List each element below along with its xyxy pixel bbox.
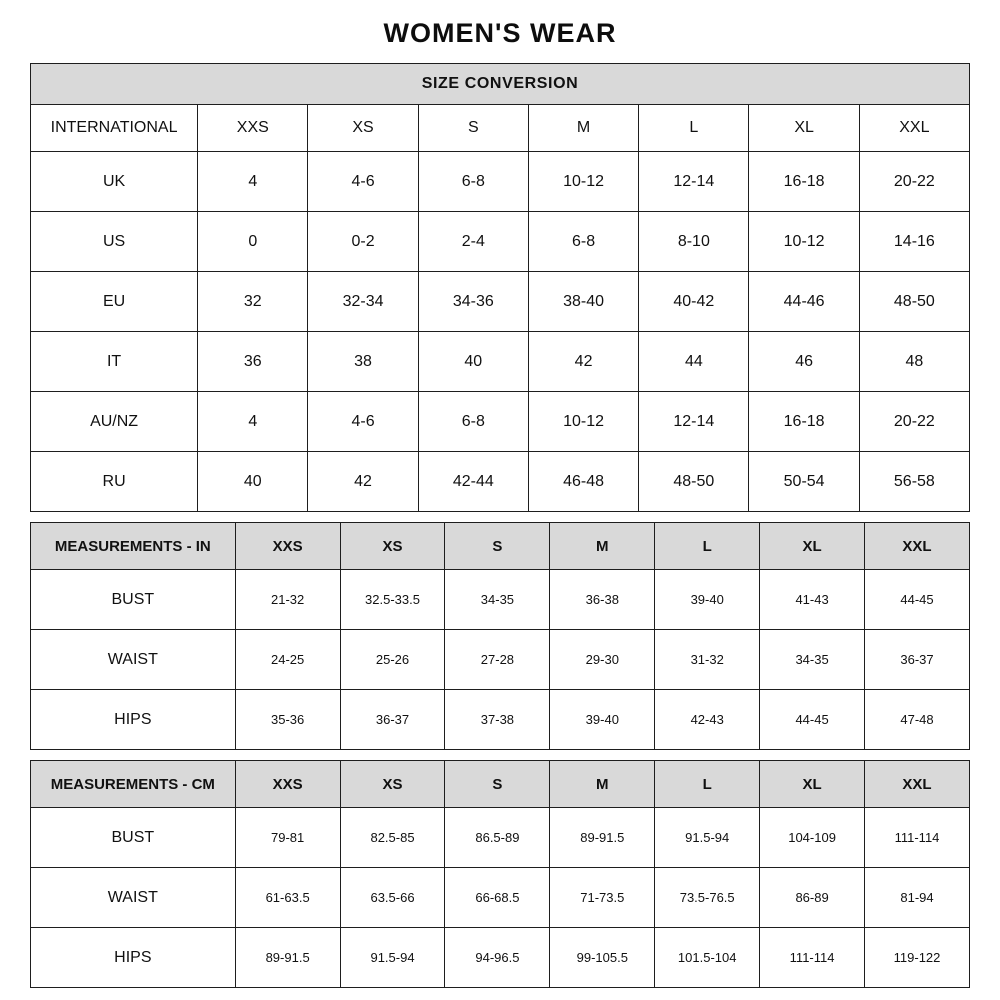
cell: 0-2 (308, 212, 418, 272)
row-label: HIPS (31, 690, 236, 750)
column-header: L (655, 761, 760, 808)
column-header: XL (749, 105, 859, 152)
row-label: AU/NZ (31, 392, 198, 452)
cell: 4-6 (308, 392, 418, 452)
cell: 20-22 (859, 152, 969, 212)
cell: 34-35 (760, 630, 865, 690)
cell: 2-4 (418, 212, 528, 272)
row-label: US (31, 212, 198, 272)
page-title: WOMEN'S WEAR (383, 18, 617, 48)
cell: 36-38 (550, 570, 655, 630)
cell: 111-114 (760, 928, 865, 988)
column-header: XXL (865, 523, 970, 570)
cell: 63.5-66 (340, 868, 445, 928)
cell: 101.5-104 (655, 928, 760, 988)
cell: 25-26 (340, 630, 445, 690)
column-header: L (655, 523, 760, 570)
cell: 40-42 (639, 272, 749, 332)
cell: 10-12 (749, 212, 859, 272)
cell: 48-50 (639, 452, 749, 512)
cell: 10-12 (528, 152, 638, 212)
column-header: M (550, 523, 655, 570)
cell: 81-94 (865, 868, 970, 928)
cell: 71-73.5 (550, 868, 655, 928)
cell: 16-18 (749, 392, 859, 452)
cell: 44 (639, 332, 749, 392)
cell: 42-44 (418, 452, 528, 512)
measurements-in-table (30, 522, 970, 750)
cell: 34-36 (418, 272, 528, 332)
cell: 27-28 (445, 630, 550, 690)
column-header: S (445, 761, 550, 808)
column-header: XXS (235, 523, 340, 570)
cell: 111-114 (865, 808, 970, 868)
cell: 61-63.5 (235, 868, 340, 928)
cell: 86.5-89 (445, 808, 550, 868)
cell: 99-105.5 (550, 928, 655, 988)
row-label: WAIST (31, 630, 236, 690)
column-header: XS (308, 105, 418, 152)
column-header: XS (340, 523, 445, 570)
cell: 42 (528, 332, 638, 392)
cell: 46-48 (528, 452, 638, 512)
cell: 38-40 (528, 272, 638, 332)
row-label: BUST (31, 570, 236, 630)
cell: 56-58 (859, 452, 969, 512)
row-label: WAIST (31, 868, 236, 928)
cell: 86-89 (760, 868, 865, 928)
row-label: UK (31, 152, 198, 212)
cell: 36-37 (340, 690, 445, 750)
corner-header: INTERNATIONAL (31, 105, 198, 152)
cell: 48 (859, 332, 969, 392)
column-header: XXS (235, 761, 340, 808)
cell: 6-8 (418, 392, 528, 452)
cell: 42-43 (655, 690, 760, 750)
cell: 12-14 (639, 392, 749, 452)
cell: 36 (198, 332, 308, 392)
column-header: S (418, 105, 528, 152)
cell: 41-43 (760, 570, 865, 630)
column-header: XXL (859, 105, 969, 152)
row-label: HIPS (31, 928, 236, 988)
row-label: EU (31, 272, 198, 332)
cell: 94-96.5 (445, 928, 550, 988)
cell: 89-91.5 (550, 808, 655, 868)
column-header: XL (760, 761, 865, 808)
cell: 12-14 (639, 152, 749, 212)
column-header: S (445, 523, 550, 570)
cell: 29-30 (550, 630, 655, 690)
row-label: BUST (31, 808, 236, 868)
table-banner: SIZE CONVERSION (31, 64, 970, 105)
cell: 4 (198, 392, 308, 452)
cell: 32-34 (308, 272, 418, 332)
column-header: XXL (865, 761, 970, 808)
cell: 79-81 (235, 808, 340, 868)
column-header: XL (760, 523, 865, 570)
cell: 89-91.5 (235, 928, 340, 988)
cell: 16-18 (749, 152, 859, 212)
cell: 44-46 (749, 272, 859, 332)
cell: 35-36 (235, 690, 340, 750)
cell: 0 (198, 212, 308, 272)
cell: 10-12 (528, 392, 638, 452)
cell: 44-45 (865, 570, 970, 630)
cell: 50-54 (749, 452, 859, 512)
cell: 4-6 (308, 152, 418, 212)
cell: 47-48 (865, 690, 970, 750)
cell: 39-40 (550, 690, 655, 750)
cell: 31-32 (655, 630, 760, 690)
cell: 32 (198, 272, 308, 332)
column-header: XS (340, 761, 445, 808)
column-header: M (528, 105, 638, 152)
row-label: IT (31, 332, 198, 392)
cell: 37-38 (445, 690, 550, 750)
cell: 104-109 (760, 808, 865, 868)
corner-header: MEASUREMENTS - CM (31, 761, 236, 808)
column-header: L (639, 105, 749, 152)
corner-header: MEASUREMENTS - IN (31, 523, 236, 570)
cell: 66-68.5 (445, 868, 550, 928)
cell: 39-40 (655, 570, 760, 630)
row-label: RU (31, 452, 198, 512)
cell: 6-8 (418, 152, 528, 212)
cell: 82.5-85 (340, 808, 445, 868)
cell: 34-35 (445, 570, 550, 630)
cell: 4 (198, 152, 308, 212)
cell: 40 (418, 332, 528, 392)
column-header: M (550, 761, 655, 808)
cell: 20-22 (859, 392, 969, 452)
cell: 24-25 (235, 630, 340, 690)
cell: 91.5-94 (340, 928, 445, 988)
cell: 32.5-33.5 (340, 570, 445, 630)
cell: 91.5-94 (655, 808, 760, 868)
cell: 8-10 (639, 212, 749, 272)
cell: 42 (308, 452, 418, 512)
cell: 38 (308, 332, 418, 392)
cell: 21-32 (235, 570, 340, 630)
column-header: XXS (198, 105, 308, 152)
cell: 73.5-76.5 (655, 868, 760, 928)
size-conversion-table (30, 63, 970, 512)
cell: 40 (198, 452, 308, 512)
cell: 119-122 (865, 928, 970, 988)
cell: 46 (749, 332, 859, 392)
cell: 6-8 (528, 212, 638, 272)
cell: 36-37 (865, 630, 970, 690)
cell: 48-50 (859, 272, 969, 332)
cell: 14-16 (859, 212, 969, 272)
measurements-cm-table (30, 760, 970, 988)
cell: 44-45 (760, 690, 865, 750)
